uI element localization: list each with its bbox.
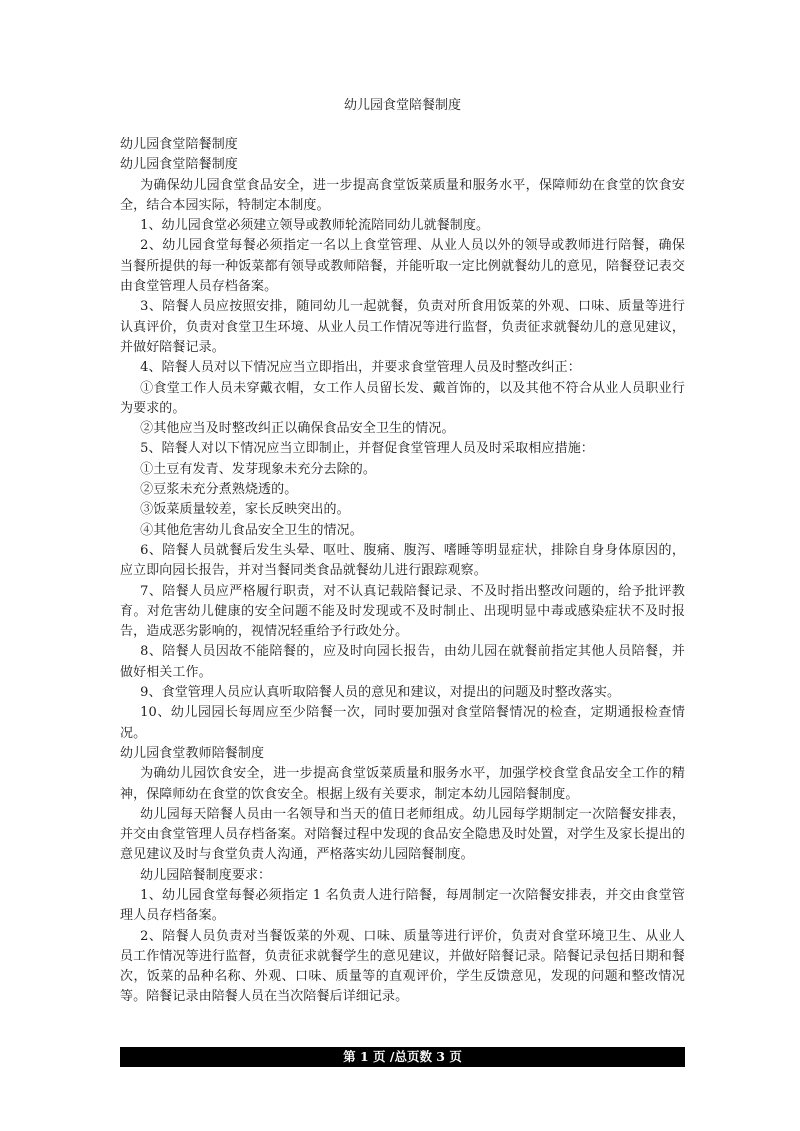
paragraph: 6、陪餐人员就餐后发生头晕、呕吐、腹痛、腹泻、嗜睡等明显症状，排除自身身体原因的，应立即向园长报告，并对当餐同类食品就餐幼儿进行跟踪观察。 [120,542,685,579]
paragraph: ③饭菜质量较差，家长反映突出的。 [140,502,350,518]
paragraph: ②豆浆未充分煮熟烧透的。 [140,482,298,498]
page-indicator: 第 1 页 /总页数 3 页 [343,1049,462,1064]
paragraph: 幼儿园食堂陪餐制度 [120,157,238,173]
paragraph: ②其他应当及时整改纠正以确保食品安全卫生的情况。 [140,421,455,437]
paragraph: 9、食堂管理人员应认真听取陪餐人员的意见和建议，对提出的问题及时整改落实。 [140,685,621,701]
paragraph: 为确保幼儿园食堂食品安全，进一步提高食堂饭菜质量和服务水平，保障师幼在食堂的饮食安全，结合本园实际，特制定本制度。 [120,177,685,213]
document-page [120,95,685,1008]
document-body [120,135,685,1008]
paragraph: 幼儿园每天陪餐人员由一名领导和当天的值日老师组成。幼儿园每学期制定一次陪餐安排表，并交由食堂管理人员存档备案。对陪餐过程中发现的食品安全隐患及时处置，对学生及家长提出的意见建议及时与食堂负责人沟通，严格落实幼儿园陪餐制度。 [120,806,685,863]
paragraph: 幼儿园食堂陪餐制度 [120,137,238,152]
paragraph: 1、幼儿园食堂必须建立领导或教师轮流陪同幼儿就餐制度。 [140,218,490,234]
paragraph: ①食堂工作人员未穿戴衣帽，女工作人员留长发、戴首饰的，以及其他不符合从业人员职业行为要求的。 [120,380,685,416]
paragraph: ①土豆有发青、发芽现象未充分去除的。 [140,461,376,477]
paragraph: 2、陪餐人员负责对当餐饭菜的外观、口味、质量等进行评价，负责对食堂环境卫生、从业人员工作情况等进行监督，负责征求就餐学生的意见建议，并做好陪餐记录。陪餐记录包括日期和餐次，饭菜的品种名称、外观、口味、质量等的直观评价，学生反馈意见，发现的问题和整改情况等。陪餐记录由陪餐人员在当次陪餐后详细记录。 [120,928,685,1005]
paragraph: 10、幼儿园园长每周应至少陪餐一次，同时要加强对食堂陪餐情况的检查，定期通报检查情况。 [120,705,685,741]
page-footer [120,1047,685,1067]
paragraph: 8、陪餐人员因故不能陪餐的，应及时向园长报告，由幼儿园在就餐前指定其他人员陪餐，并做好相关工作。 [120,644,685,680]
paragraph: 2、幼儿园食堂每餐必须指定一名以上食堂管理、从业人员以外的领导或教师进行陪餐，确保当餐所提供的每一种饭菜都有领导或教师陪餐，并能听取一定比例就餐幼儿的意见，陪餐登记表交由食堂管理人员存档备案。 [120,238,685,295]
document-title: 幼儿园食堂陪餐制度 [343,98,461,113]
paragraph: 幼儿园食堂教师陪餐制度 [120,745,265,761]
paragraph: 4、陪餐人员对以下情况应当立即指出，并要求食堂管理人员及时整改纠正： [140,360,581,376]
paragraph: 5、陪餐人对以下情况应当立即制止，并督促食堂管理人员及时采取相应措施： [140,441,594,457]
paragraph: 为确幼儿园饮食安全，进一步提高食堂饭菜质量和服务水平，加强学校食堂食品安全工作的精神，保障师幼在食堂的饮食安全。根据上级有关要求，制定本幼儿园陪餐制度。 [120,766,685,802]
paragraph: 1、幼儿园食堂每餐必须指定 1 名负责人进行陪餐，每周制定一次陪餐安排表，并交由食堂管理人员存档备案。 [120,887,685,924]
paragraph: 3、陪餐人员应按照安排，随同幼儿一起就餐，负责对所食用饭菜的外观、口味、质量等进行认真评价，负责对食堂卫生环境、从业人员工作情况等进行监督，负责征求就餐幼儿的意见建议，并做好陪餐记录。 [120,299,685,355]
paragraph: ④其他危害幼儿食品安全卫生的情况。 [140,522,363,538]
paragraph: 7、陪餐人员应严格履行职责，对不认真记载陪餐记录、不及时指出整改问题的，给予批评教育。对危害幼儿健康的安全问题不能及时发现或不及时制止、出现明显中毒或感染症状不及时报告，造成恶劣影响的，视情况轻重给予行政处分。 [120,583,685,640]
paragraph: 幼儿园陪餐制度要求： [140,867,272,883]
